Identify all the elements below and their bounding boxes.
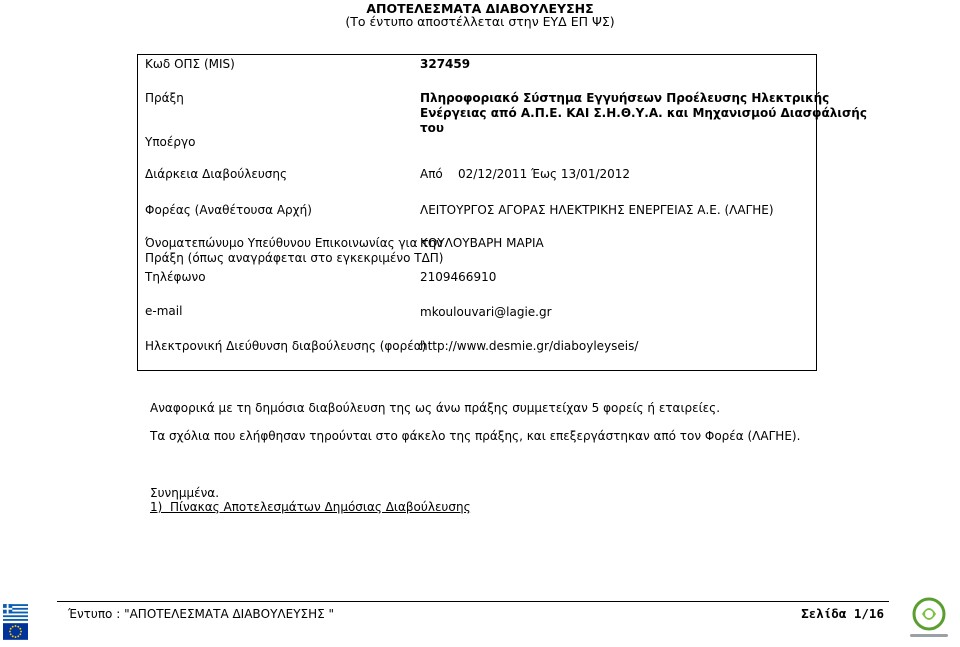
praxi-value-line3: του xyxy=(420,121,445,135)
program-logo-icon xyxy=(904,594,954,642)
footer-page-number: Σελίδα 1/16 xyxy=(801,606,884,621)
page-title: ΑΠΟΤΕΛΕΣΜΑΤΑ ΔΙΑΒΟΥΛΕΥΣΗΣ xyxy=(366,1,594,16)
mis-value: 327459 xyxy=(420,57,471,71)
diarkeia-label: Διάρκεια Διαβούλευσης xyxy=(145,167,288,181)
ypeuthynos-value: ΚΟΥΛΟΥΒΑΡΗ ΜΑΡΙΑ xyxy=(420,236,544,250)
eu-flag-icon xyxy=(3,623,28,640)
attachment-item: 1) Πίνακας Αποτελεσμάτων Δημόσιας Διαβούλευσης xyxy=(150,500,471,514)
ypeuthynos-label-line1: Όνοματεπώνυμο Υπεύθυνου Επικοινωνίας για την xyxy=(145,236,443,250)
diarkeia-value: Από 02/12/2011 Έως 13/01/2012 xyxy=(420,167,631,181)
footer-form-label: Έντυπο : "ΑΠΟΤΕΛΕΣΜΑΤΑ ΔΙΑΒΟΥΛΕΥΣΗΣ " xyxy=(68,607,335,621)
greek-flag-icon xyxy=(3,604,28,621)
ypoergo-label: Υποέργο xyxy=(145,135,196,149)
praxi-label: Πράξη xyxy=(145,91,184,105)
praxi-value-line2: Ενέργειας από Α.Π.Ε. ΚΑΙ Σ.Η.Θ.Υ.Α. και Μηχανισμού Διασφάλισής xyxy=(420,106,867,120)
praxi-value-line1: Πληροφοριακό Σύστημα Εγγυήσεων Προέλευσης Ηλεκτρικής xyxy=(420,91,830,105)
comments-paragraph: Τα σχόλια που ελήφθησαν τηρούνται στο φάκελο της πράξης, και επεξεργάστηκαν από τον Φορέα (ΛΑΓΗΕ). xyxy=(150,429,801,443)
page-subtitle: (Το έντυπο αποστέλλεται στην ΕΥΔ ΕΠ ΨΣ) xyxy=(345,14,615,29)
tilefono-value: 2109466910 xyxy=(420,270,497,284)
participation-paragraph: Αναφορικά με τη δημόσια διαβούλευση της ως άνω πράξης συμμετείχαν 5 φορείς ή εταιρείες. xyxy=(150,401,721,415)
email-label: e-mail xyxy=(145,304,183,318)
email-value: mkoulouvari@lagie.gr xyxy=(420,305,552,319)
url-value: http://www.desmie.gr/diaboyleyseis/ xyxy=(420,339,639,353)
url-label: Ηλεκτρονική Διεύθυνση διαβούλευσης (φορέα) xyxy=(145,339,427,353)
footer-divider xyxy=(57,601,889,602)
foreas-value: ΛΕΙΤΟΥΡΓΟΣ ΑΓΟΡΑΣ ΗΛΕΚΤΡΙΚΗΣ ΕΝΕΡΓΕΙΑΣ Α.Ε. (ΛΑΓΗΕ) xyxy=(420,203,774,217)
tilefono-label: Τηλέφωνο xyxy=(145,270,206,284)
mis-label: Κωδ ΟΠΣ (MIS) xyxy=(145,57,235,71)
foreas-label: Φορέας (Αναθέτουσα Αρχή) xyxy=(145,203,312,217)
attachments-title: Συνημμένα. xyxy=(150,486,220,500)
ypeuthynos-label-line2: Πράξη (όπως αναγράφεται στο εγκεκριμένο ΤΔΠ) xyxy=(145,251,444,265)
